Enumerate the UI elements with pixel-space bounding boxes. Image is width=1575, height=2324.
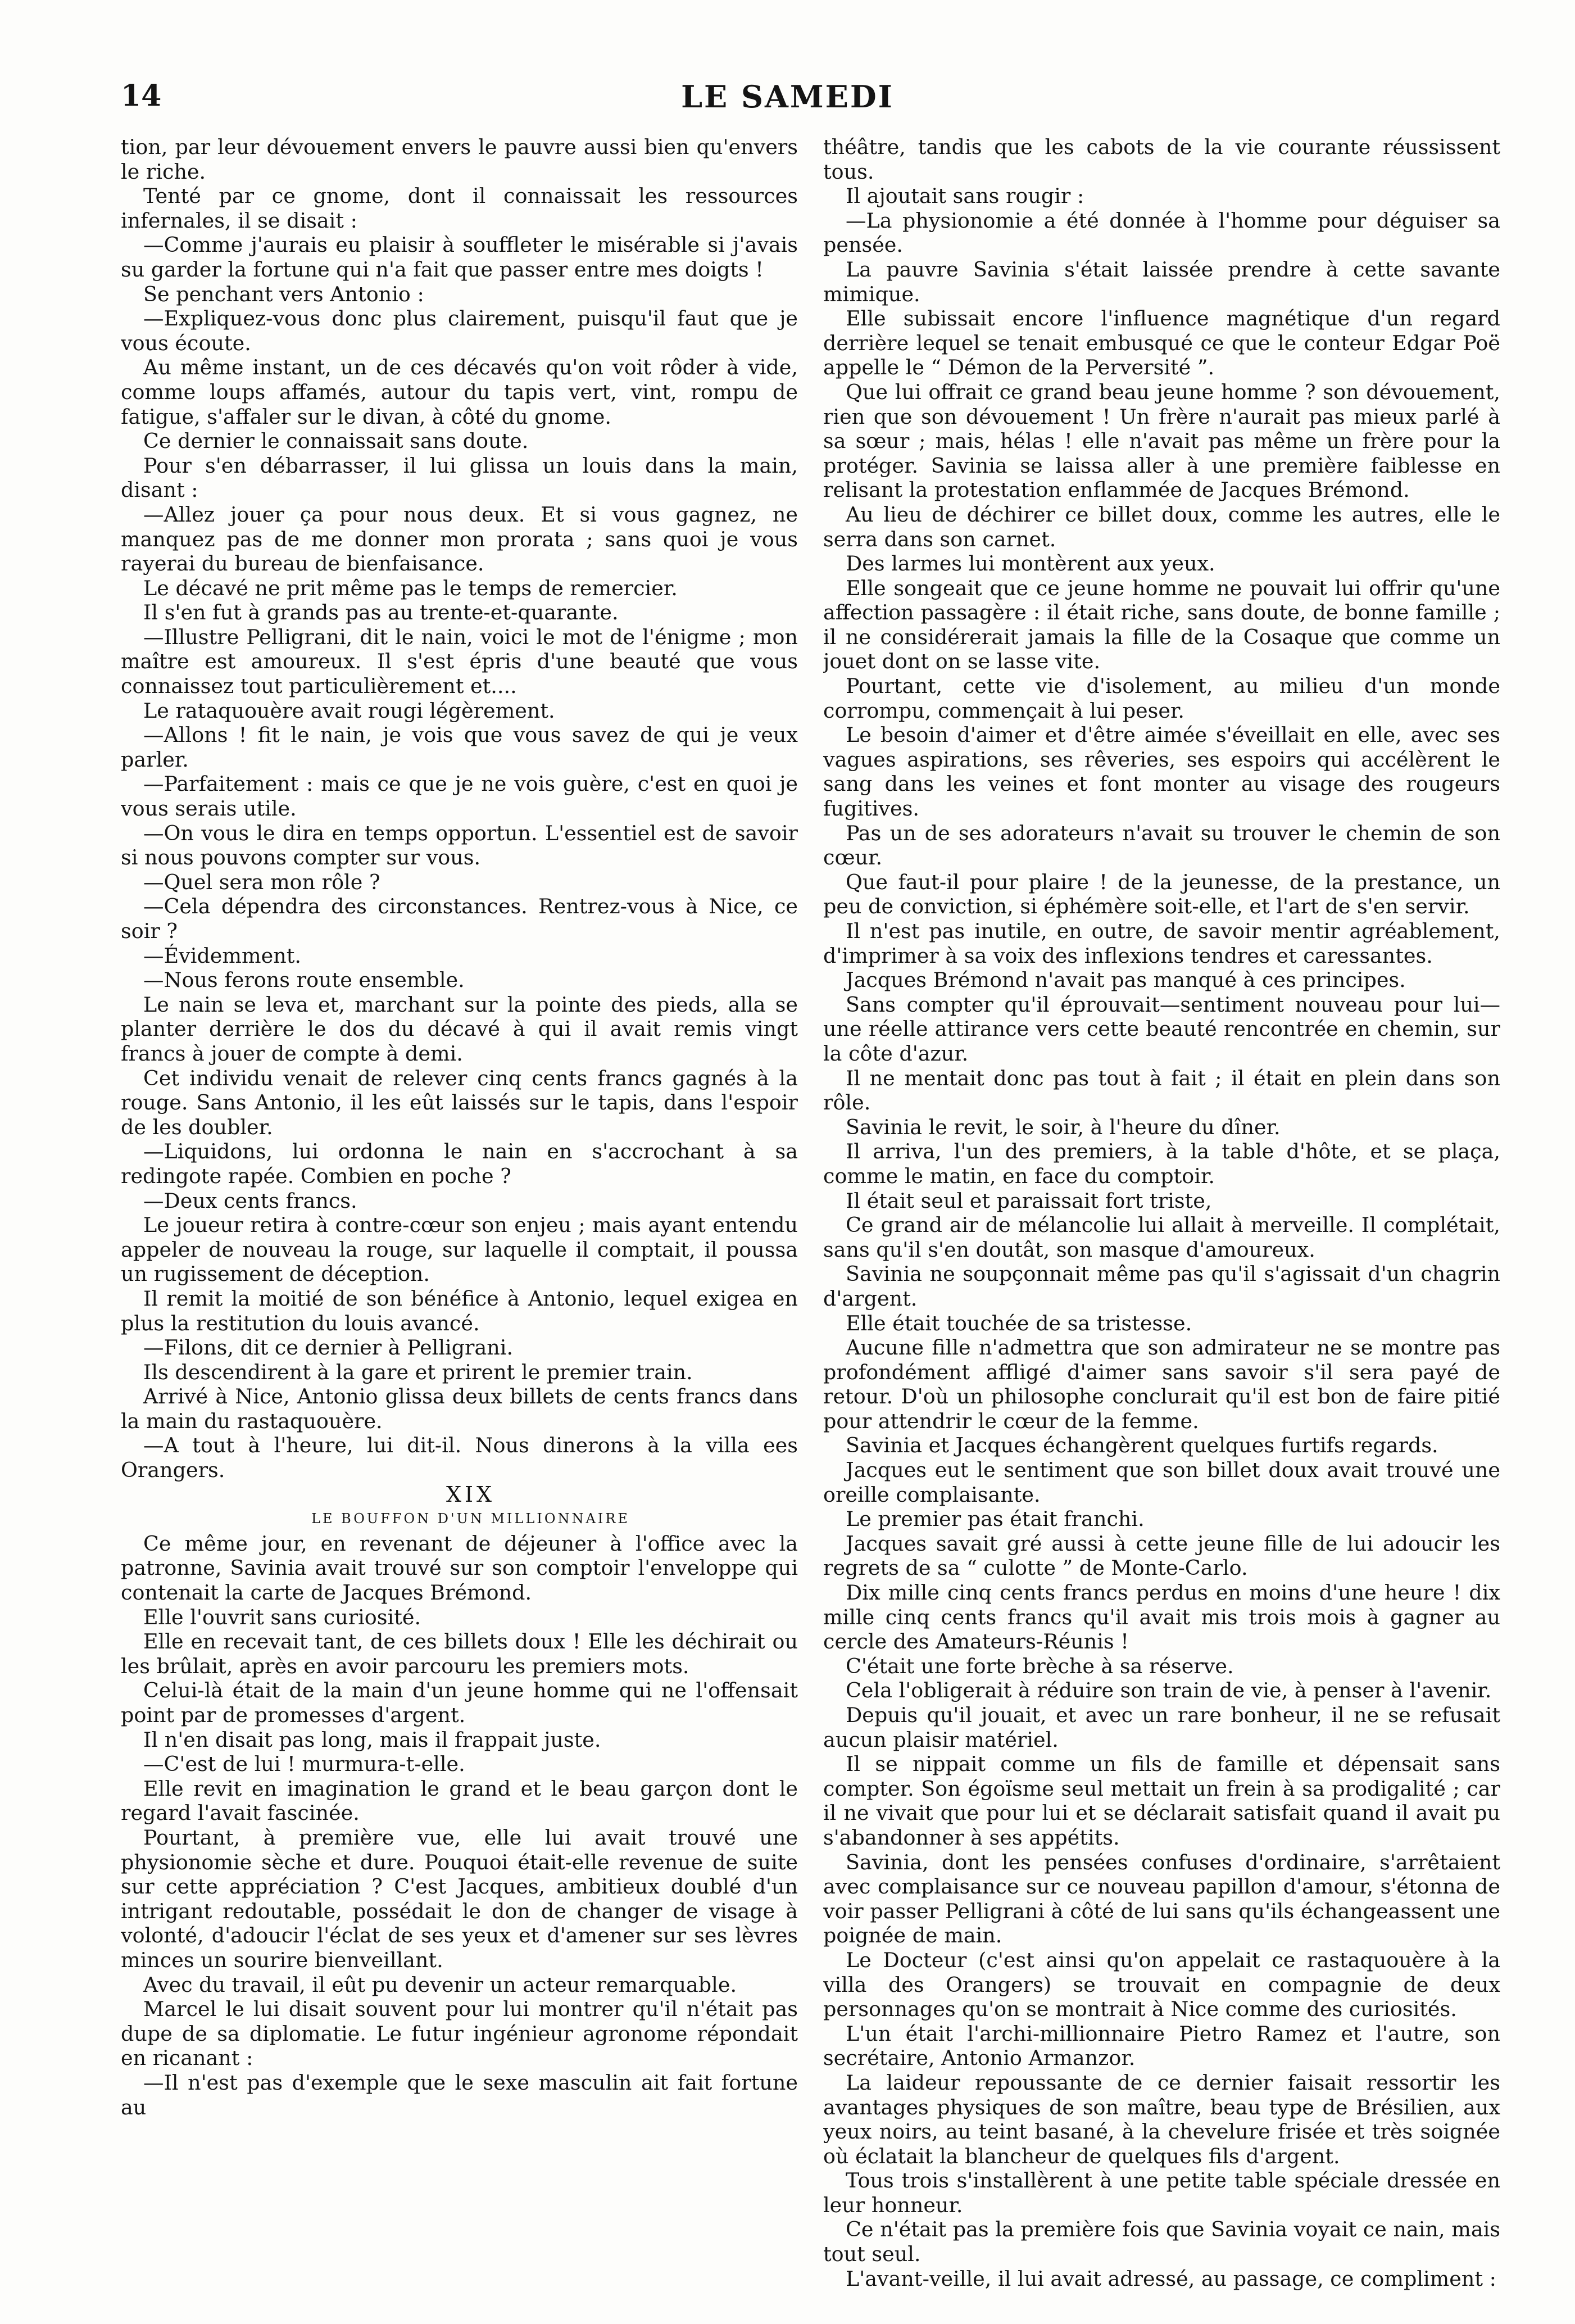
paragraph: L'un était l'archi-millionnaire Pietro Ramez et l'autre, son secrétaire, Antonio Armanzor. [823, 2021, 1500, 2071]
paragraph: —La physionomie a été donnée à l'homme pour déguiser sa pensée. [823, 208, 1500, 257]
paragraph: Pourtant, cette vie d'isolement, au milieu d'un monde corrompu, commençait à lui peser. [823, 674, 1500, 723]
paragraph: Il s'en fut à grands pas au trente-et-quarante. [143, 600, 619, 625]
right-column-text [823, 135, 1500, 2291]
paragraph: Savinia le revit, le soir, à l'heure du dîner. [846, 1115, 1281, 1139]
paragraph: Elle songeait que ce jeune homme ne pouvait lui offrir qu'une affection passagère : il était riche, sans doute, de bonne famille ; il ne considérerait jamais la fille de la Cosaque que comme un jouet dont on se lasse vite. [823, 576, 1500, 674]
paragraph: —Illustre Pelligrani, dit le nain, voici le mot de l'énigme ; mon maître est amoureux. Il s'est épris d'une beauté que vous connaissez tout particulièrement et.... [121, 624, 798, 699]
paragraph: Il ajoutait sans rougir : [846, 184, 1084, 209]
paragraph: Le Docteur (c'est ainsi qu'on appelait ce rastaquouère à la villa des Orangers) se trouvait en compagnie de deux personnages qu'on se montrait à Nice comme des curiosités. [823, 1947, 1500, 2022]
paragraph: Elle était touchée de sa tristesse. [846, 1311, 1192, 1335]
right-column [823, 135, 1500, 2299]
chapter-number: XIX [446, 1482, 496, 1507]
paragraph: Il était seul et paraissait fort triste, [846, 1188, 1212, 1213]
paragraph: —Deux cents francs. [143, 1188, 357, 1213]
paragraph: —Quel sera mon rôle ? [143, 869, 380, 894]
paragraph: Elle l'ouvrit sans curiosité. [143, 1605, 421, 1629]
paragraph: —A tout à l'heure, lui dit-il. Nous dinerons à la villa ees Orangers. [121, 1433, 798, 1483]
paragraph: —Allons ! fit le nain, je vois que vous savez de qui je veux parler. [121, 723, 798, 772]
paragraph: Cela l'obligerait à réduire son train de vie, à penser à l'avenir. [846, 1678, 1492, 1703]
journal-title: LE SAMEDI [681, 79, 894, 115]
paragraph: Il arriva, l'un des premiers, à la table d'hôte, et se plaça, comme le matin, en face du comptoir. [823, 1139, 1500, 1188]
paragraph: —Allez jouer ça pour nous deux. Et si vous gagnez, ne manquez pas de me donner mon prorata ; sans quoi je vous rayerai du bureau de bienfaisance. [121, 502, 798, 576]
paragraph: Marcel le lui disait souvent pour lui montrer qu'il n'était pas dupe de sa diplomatie. Le futur ingénieur agronome répondait en ricanant : [121, 1997, 798, 2071]
paragraph: Pourtant, à première vue, elle lui avait trouvé une physionomie sèche et dure. Pouquoi était-elle revenue de suite sur cette appréciation ? C'est Jacques, ambitieux doublé d'un intrigant redoutable, possédait le don de changer de visage à volonté, d'adoucir l'éclat de ses yeux et d'amener sur ses lèvres minces un sourire bienveillant. [121, 1825, 798, 1972]
paragraph: Cet individu venait de relever cinq cents francs gagnés à la rouge. Sans Antonio, il les eût laissés sur le tapis, dans l'espoir de les doubler. [121, 1066, 798, 1139]
paragraph: Avec du travail, il eût pu devenir un acteur remarquable. [143, 1972, 737, 1997]
paragraph: Ce dernier le connaissait sans doute. [143, 429, 529, 454]
paragraph: Elle subissait encore l'influence magnétique d'un regard derrière lequel se tenait embusqué ce que le conteur Edgar Poë appelle le “ Démon de la Perversité ”. [823, 306, 1500, 380]
paragraph: —Parfaitement : mais ce que je ne vois guère, c'est en quoi je vous serais utile. [121, 772, 798, 821]
paragraph: Que faut-il pour plaire ! de la jeunesse, de la prestance, un peu de conviction, si éphémère soit-elle, et l'art de s'en servir. [823, 869, 1500, 919]
paragraph: Ils descendirent à la gare et prirent le premier train. [143, 1360, 693, 1384]
paragraph: —Il n'est pas d'exemple que le sexe masculin ait fait fortune au [121, 2070, 798, 2119]
chapter-title: LE BOUFFON D'UN MILLIONNAIRE [311, 1511, 630, 1527]
paragraph: —C'est de lui ! murmura-t-elle. [143, 1752, 465, 1777]
paragraph: Celui-là était de la main d'un jeune homme qui ne l'offensait point par de promesses d'argent. [121, 1678, 798, 1727]
paragraph: —Nous ferons route ensemble. [143, 968, 465, 993]
paragraph: —Expliquez-vous donc plus clairement, puisqu'il faut que je vous écoute. [121, 306, 798, 355]
paragraph: —On vous le dira en temps opportun. L'essentiel est de savoir si nous pouvons compter sur vous. [121, 821, 798, 870]
paragraph: Il remit la moitié de son bénéfice à Antonio, lequel exigea en plus la restitution du louis avancé. [121, 1286, 798, 1335]
paragraph: Savinia et Jacques échangèrent quelques furtifs regards. [846, 1433, 1438, 1458]
paragraph: La pauvre Savinia s'était laissée prendre à cette savante mimique. [823, 257, 1500, 306]
paragraph: Depuis qu'il jouait, et avec un rare bonheur, il ne se refusait aucun plaisir matériel. [823, 1703, 1500, 1752]
paragraph: Se penchant vers Antonio : [143, 282, 424, 306]
paragraph: Jacques savait gré aussi à cette jeune fille de lui adoucir les regrets de sa “ culotte ” de Monte-Carlo. [823, 1531, 1500, 1580]
paragraph: Il n'est pas inutile, en outre, de savoir mentir agréablement, d'imprimer à sa voix des inflexions tendres et caressantes. [823, 919, 1500, 968]
paragraph: Que lui offrait ce grand beau jeune homme ? son dévouement, rien que son dévouement ! Un frère n'aurait pas mieux parlé à sa sœur ; mais, hélas ! elle n'avait pas même un frère pour la protéger. Savinia se laissa aller à une première faiblesse en relisant la protestation enflammée de Jacques Brémond. [823, 379, 1500, 502]
paragraph: Sans compter qu'il éprouvait—sentiment nouveau pour lui—une réelle attirance vers cette beauté rencontrée en chemin, sur la côte d'azur. [823, 992, 1500, 1066]
paragraph: théâtre, tandis que les cabots de la vie courante réussissent tous. [823, 135, 1500, 184]
left-column-text-after [121, 1532, 798, 2119]
paragraph: Le besoin d'aimer et d'être aimée s'éveillait en elle, avec ses vagues aspirations, ses rêveries, ses espoirs qui accélèrent le sang dans les veines et font monter au visage des rougeurs fugitives. [823, 723, 1500, 821]
paragraph: Le rataquouère avait rougi légèrement. [143, 698, 555, 723]
paragraph: —Cela dépendra des circonstances. Rentrez-vous à Nice, ce soir ? [121, 894, 798, 943]
paragraph: L'avant-veille, il lui avait adressé, au passage, ce compliment : [846, 2266, 1496, 2291]
paragraph: C'était une forte brèche à sa réserve. [846, 1653, 1234, 1678]
paragraph: Tenté par ce gnome, dont il connaissait les ressources infernales, il se disait : [121, 184, 798, 233]
paragraph: —Comme j'aurais eu plaisir à souffleter le misérable si j'avais su garder la fortune qui n'a fait que passer entre mes doigts ! [121, 233, 798, 282]
paragraph: Pour s'en débarrasser, il lui glissa un louis dans la main, disant : [121, 453, 798, 502]
paragraph: Aucune fille n'admettra que son admirateur ne se montre pas profondément affligé d'aimer sans savoir s'il sera payé de retour. D'où un philosophe conclurait qu'il est bon de faire pitié pour attendrir le cœur de la femme. [823, 1335, 1500, 1433]
paragraph: Ce même jour, en revenant de déjeuner à l'office avec la patronne, Savinia avait trouvé sur son comptoir l'enveloppe qui contenait la carte de Jacques Brémond. [121, 1531, 798, 1605]
paragraph: Dix mille cinq cents francs perdus en moins d'une heure ! dix mille cinq cents francs qu'il avait mis trois mois à gagner au cercle des Amateurs-Réunis ! [823, 1580, 1500, 1654]
left-column [121, 135, 798, 2299]
page-number: 14 [121, 79, 162, 113]
paragraph: Arrivé à Nice, Antonio glissa deux billets de cents francs dans la main du rastaquouère. [121, 1384, 798, 1433]
paragraph: Il ne mentait donc pas tout à fait ; il était en plein dans son rôle. [823, 1066, 1500, 1115]
paragraph: Au lieu de déchirer ce billet doux, comme les autres, elle le serra dans son carnet. [823, 502, 1500, 551]
paragraph: Jacques Brémond n'avait pas manqué à ces principes. [846, 968, 1406, 993]
paragraph: Il n'en disait pas long, mais il frappait juste. [143, 1727, 601, 1752]
paragraph: Elle en recevait tant, de ces billets doux ! Elle les déchirait ou les brûlait, après en avoir parcouru les premiers mots. [121, 1629, 798, 1678]
paragraph: Elle revit en imagination le grand et le beau garçon dont le regard l'avait fascinée. [121, 1776, 798, 1825]
paragraph: tion, par leur dévouement envers le pauvre aussi bien qu'envers le riche. [121, 135, 798, 184]
page-header [121, 79, 1454, 124]
paragraph: Le premier pas était franchi. [846, 1507, 1145, 1532]
paragraph: Jacques eut le sentiment que son billet doux avait trouvé une oreille complaisante. [823, 1458, 1500, 1507]
paragraph: —Liquidons, lui ordonna le nain en s'accrochant à sa redingote rapée. Combien en poche ? [121, 1139, 798, 1188]
left-column-text-before [121, 135, 798, 1483]
paragraph: La laideur repoussante de ce dernier faisait ressortir les avantages physiques de son maître, beau type de Brésilien, aux yeux noirs, au teint basané, à la chevelure frisée et très soignée où éclatait la blancheur de quelques fils d'argent. [823, 2070, 1500, 2168]
paragraph: Le joueur retira à contre-cœur son enjeu ; mais ayant entendu appeler de nouveau la rouge, sur laquelle il comptait, il poussa un rugissement de déception. [121, 1213, 798, 1286]
paragraph: Au même instant, un de ces décavés qu'on voit rôder à vide, comme loups affamés, autour du tapis vert, vint, rompu de fatigue, s'affaler sur le divan, à côté du gnome. [121, 355, 798, 429]
paragraph: —Filons, dit ce dernier à Pelligrani. [143, 1335, 514, 1360]
paragraph: Des larmes lui montèrent aux yeux. [846, 551, 1215, 576]
paragraph: Il se nippait comme un fils de famille et dépensait sans compter. Son égoïsme seul mettait un frein à sa prodigalité ; car il ne vivait que pour lui et se déclarait satisfait quand il avait pu s'abandonner à ses appétits. [823, 1752, 1500, 1850]
paragraph: —Évidemment. [143, 943, 302, 968]
paragraph: Pas un de ses adorateurs n'avait su trouver le chemin de son cœur. [823, 821, 1500, 870]
paragraph: Ce n'était pas la première fois que Savinia voyait ce nain, mais tout seul. [823, 2217, 1500, 2267]
paragraph: Savinia ne soupçonnait même pas qu'il s'agissait d'un chagrin d'argent. [823, 1262, 1500, 1311]
paragraph: Le nain se leva et, marchant sur la pointe des pieds, alla se planter derrière le dos du décavé à qui il avait remis vingt francs à jouer de compte à demi. [121, 992, 798, 1066]
paragraph: Tous trois s'installèrent à une petite table spéciale dressée en leur honneur. [823, 2168, 1500, 2217]
paragraph: Le décavé ne prit même pas le temps de remercier. [143, 576, 678, 600]
paragraph: Savinia, dont les pensées confuses d'ordinaire, s'arrêtaient avec complaisance sur ce nouveau papillon d'amour, s'étonna de voir passer Pelligrani à côté de lui sans qu'ils échangeassent une poignée de main. [823, 1850, 1500, 1948]
paragraph: Ce grand air de mélancolie lui allait à merveille. Il complétait, sans qu'il s'en doutât, son masque d'amoureux. [823, 1213, 1500, 1262]
